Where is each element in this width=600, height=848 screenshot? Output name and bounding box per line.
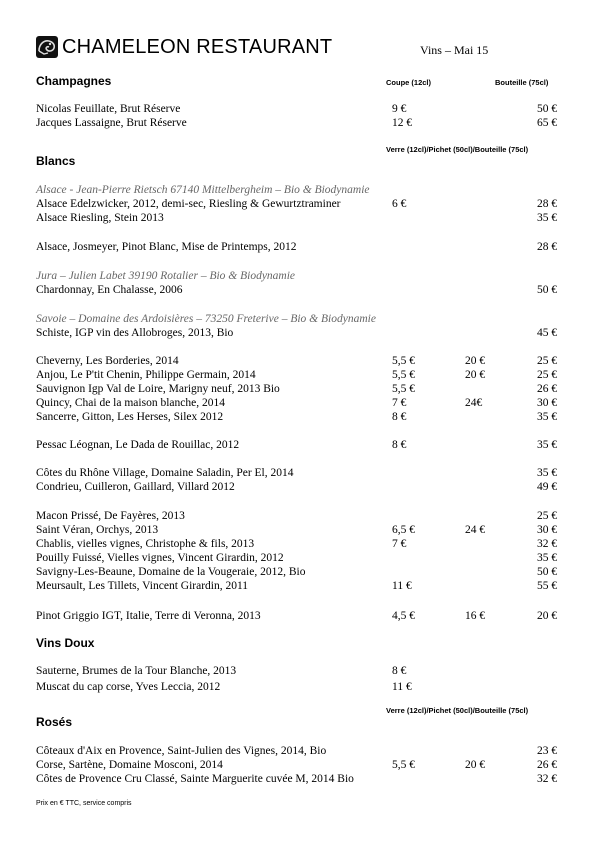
price-verre: 6,5 € bbox=[392, 524, 415, 536]
price-verre: 7 € bbox=[392, 397, 407, 409]
wine-name: Alsace Edelzwicker, 2012, demi-sec, Riesling & Gewurtztraminer bbox=[36, 198, 341, 210]
price-bouteille: 25 € bbox=[537, 369, 558, 381]
section-title-champagnes: Champagnes bbox=[36, 74, 112, 88]
wine-name: Pessac Léognan, Le Dada de Rouillac, 2012 bbox=[36, 439, 240, 451]
price-bouteille: 35 € bbox=[537, 467, 558, 479]
price-bouteille: 49 € bbox=[537, 481, 558, 493]
column-header-verre-pichet-bouteille: Verre (12cl)/Pichet (50cl)/Bouteille (75cl) bbox=[386, 145, 529, 154]
price-bouteille: 45 € bbox=[537, 327, 558, 339]
wine-name: Côteaux d'Aix en Provence, Saint-Julien des Vignes, 2014, Bio bbox=[36, 745, 327, 757]
price-bouteille: 32 € bbox=[537, 538, 558, 550]
wine-name: Chardonnay, En Chalasse, 2006 bbox=[36, 284, 183, 296]
price-bouteille: 35 € bbox=[537, 552, 558, 564]
wine-name: Macon Prissé, De Fayères, 2013 bbox=[36, 510, 185, 522]
wine-name: Muscat du cap corse, Yves Leccia, 2012 bbox=[36, 681, 221, 693]
wine-name: Sauvignon Igp Val de Loire, Marigny neuf, 2013 Bio bbox=[36, 383, 280, 395]
wine-name: Jacques Lassaigne, Brut Réserve bbox=[36, 117, 187, 129]
column-header-bouteille: Bouteille (75cl) bbox=[495, 78, 549, 87]
price-bouteille: 50 € bbox=[537, 284, 558, 296]
price-pichet: 16 € bbox=[465, 610, 486, 622]
price-pichet: 20 € bbox=[465, 355, 486, 367]
price-verre: 5,5 € bbox=[392, 355, 415, 367]
column-header-verre-pichet-bouteille: Verre (12cl)/Pichet (50cl)/Bouteille (75cl) bbox=[386, 706, 529, 715]
price-bouteille: 30 € bbox=[537, 524, 558, 536]
wine-name: Cheverny, Les Borderies, 2014 bbox=[36, 355, 179, 367]
wine-name: Alsace, Josmeyer, Pinot Blanc, Mise de Printemps, 2012 bbox=[36, 241, 297, 253]
price-pichet: 20 € bbox=[465, 369, 486, 381]
restaurant-title: CHAMELEON RESTAURANT bbox=[62, 36, 333, 58]
price-bouteille: 65 € bbox=[537, 117, 558, 129]
price-coupe: 9 € bbox=[392, 103, 407, 115]
price-verre: 8 € bbox=[392, 439, 407, 451]
price-verre: 6 € bbox=[392, 198, 407, 210]
wine-name: Condrieu, Cuilleron, Gaillard, Villard 2012 bbox=[36, 481, 235, 493]
producer-line: Alsace - Jean-Pierre Rietsch 67140 Mittelbergheim – Bio & Biodynamie bbox=[36, 184, 370, 196]
price-verre: 5,5 € bbox=[392, 759, 415, 771]
wine-name: Sancerre, Gitton, Les Herses, Silex 2012 bbox=[36, 411, 224, 423]
price-verre: 7 € bbox=[392, 538, 407, 550]
wine-name: Schiste, IGP vin des Allobroges, 2013, Bio bbox=[36, 327, 234, 339]
price-bouteille: 26 € bbox=[537, 759, 558, 771]
producer-line: Jura – Julien Labet 39190 Rotalier – Bio & Biodynamie bbox=[36, 270, 296, 282]
wine-name: Alsace Riesling, Stein 2013 bbox=[36, 212, 164, 224]
wine-name: Meursault, Les Tillets, Vincent Girardin, 2011 bbox=[36, 580, 249, 592]
price-coupe: 12 € bbox=[392, 117, 413, 129]
price-bouteille: 50 € bbox=[537, 566, 558, 578]
price-bouteille: 35 € bbox=[537, 411, 558, 423]
price-verre: 11 € bbox=[392, 681, 412, 693]
column-header-coupe: Coupe (12cl) bbox=[386, 78, 432, 87]
price-verre: 5,5 € bbox=[392, 383, 415, 395]
producer-line: Savoie – Domaine des Ardoisières – 73250 Freterive – Bio & Biodynamie bbox=[36, 313, 376, 325]
wine-name: Pinot Griggio IGT, Italie, Terre di Veronna, 2013 bbox=[36, 610, 261, 622]
footer-note: Prix en € TTC, service compris bbox=[36, 800, 132, 807]
section-title-roses: Rosés bbox=[36, 715, 73, 729]
price-bouteille: 26 € bbox=[537, 383, 558, 395]
price-verre: 8 € bbox=[392, 411, 407, 423]
wine-name: Saint Véran, Orchys, 2013 bbox=[36, 524, 159, 536]
wine-name: Corse, Sartène, Domaine Mosconi, 2014 bbox=[36, 759, 223, 771]
wine-name: Nicolas Feuillate, Brut Réserve bbox=[36, 103, 181, 115]
price-pichet: 24 € bbox=[465, 524, 486, 536]
price-verre: 8 € bbox=[392, 665, 407, 677]
price-bouteille: 55 € bbox=[537, 580, 558, 592]
wine-name: Côtes de Provence Cru Classé, Sainte Marguerite cuvée M, 2014 Bio bbox=[36, 773, 354, 785]
chameleon-logo-icon bbox=[36, 36, 58, 58]
price-pichet: 24€ bbox=[465, 397, 483, 409]
price-bouteille: 32 € bbox=[537, 773, 558, 785]
section-title-blancs: Blancs bbox=[36, 154, 76, 168]
wine-name: Chablis, vielles vignes, Christophe & fils, 2013 bbox=[36, 538, 255, 550]
price-bouteille: 28 € bbox=[537, 241, 558, 253]
price-bouteille: 30 € bbox=[537, 397, 558, 409]
menu-subtitle: Vins – Mai 15 bbox=[420, 43, 489, 57]
wine-name: Quincy, Chai de la maison blanche, 2014 bbox=[36, 397, 225, 409]
wine-name: Sauterne, Brumes de la Tour Blanche, 2013 bbox=[36, 665, 237, 677]
price-verre: 5,5 € bbox=[392, 369, 415, 381]
price-verre: 11 € bbox=[392, 580, 412, 592]
wine-name: Savigny-Les-Beaune, Domaine de la Vougeraie, 2012, Bio bbox=[36, 566, 306, 578]
price-pichet: 20 € bbox=[465, 759, 486, 771]
price-bouteille: 23 € bbox=[537, 745, 558, 757]
price-bouteille: 50 € bbox=[537, 103, 558, 115]
price-bouteille: 35 € bbox=[537, 439, 558, 451]
wine-name: Côtes du Rhône Village, Domaine Saladin, Per El, 2014 bbox=[36, 467, 294, 479]
section-title-vins-doux: Vins Doux bbox=[36, 636, 95, 650]
price-bouteille: 25 € bbox=[537, 355, 558, 367]
price-bouteille: 20 € bbox=[537, 610, 558, 622]
price-bouteille: 28 € bbox=[537, 198, 558, 210]
price-verre: 4,5 € bbox=[392, 610, 415, 622]
wine-name: Anjou, Le P'tit Chenin, Philippe Germain, 2014 bbox=[36, 369, 256, 381]
price-bouteille: 25 € bbox=[537, 510, 558, 522]
price-bouteille: 35 € bbox=[537, 212, 558, 224]
wine-name: Pouilly Fuissé, Vielles vignes, Vincent Girardin, 2012 bbox=[36, 552, 284, 564]
